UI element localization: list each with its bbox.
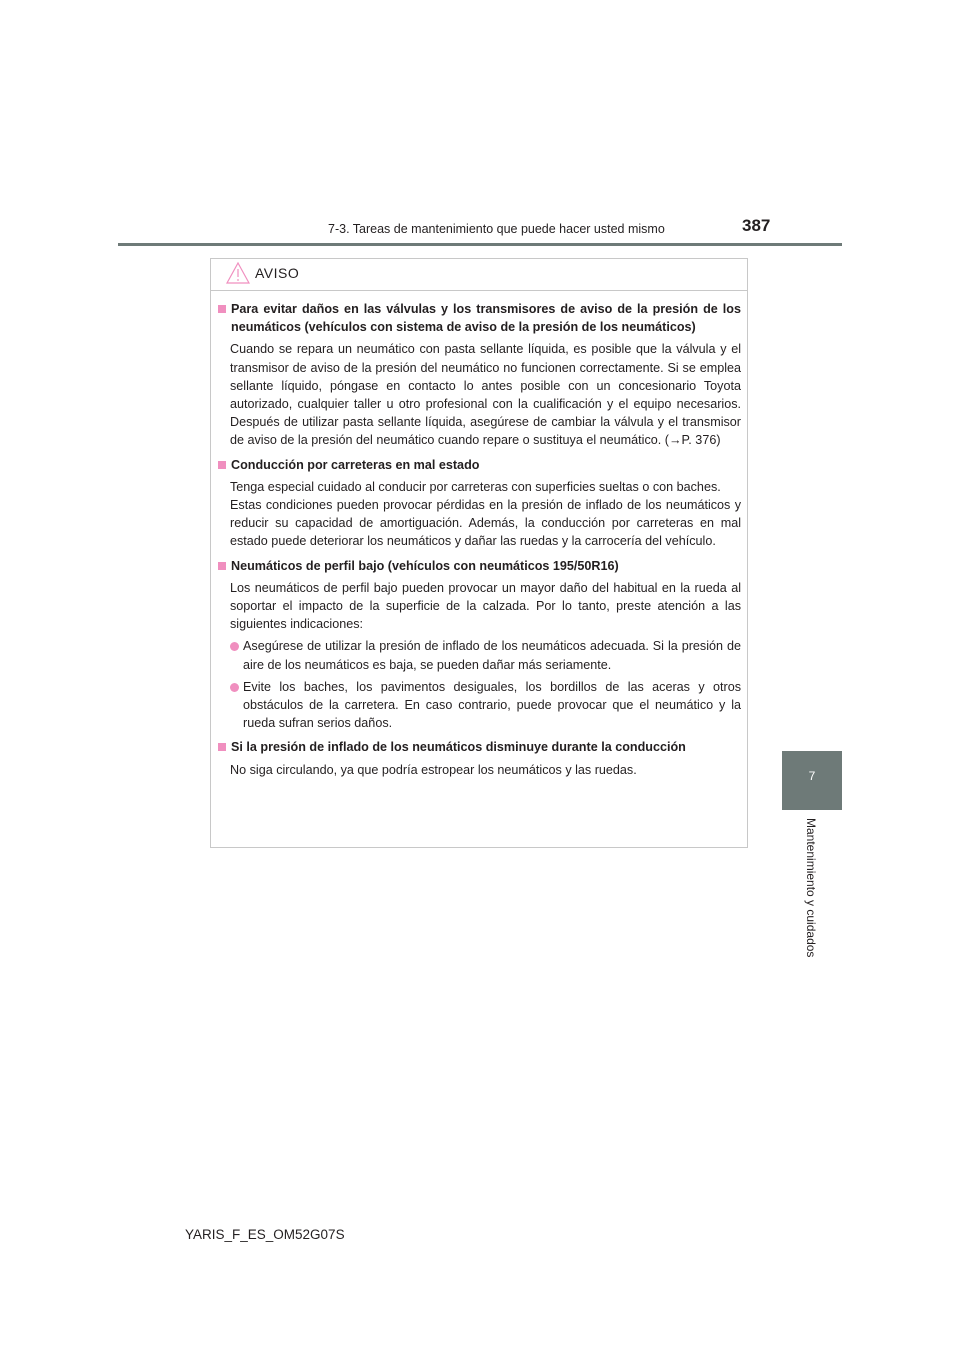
warning-content xyxy=(211,291,747,779)
list-item: Asegúrese de utilizar la presión de inflado de los neumáticos adecuada. Si la presión de aire de los neumáticos es baja, se pueden dañar más seriamente. xyxy=(218,637,741,673)
list-item: Evite los baches, los pavimentos desiguales, los bordillos de las aceras y otros obstáculos de la carretera. En caso contrario, puede provocar que el neumático y la rueda sufran serios daños. xyxy=(218,678,741,733)
warning-header xyxy=(211,259,747,291)
section-body: Los neumáticos de perfil bajo pueden provocar un mayor daño del habitual en la rueda al soportar el impacto de la superficie de la calzada. Por lo tanto, preste atención a las siguientes indicaciones: xyxy=(230,580,741,632)
section-body: Estas condiciones pueden provocar pérdidas en la presión de inflado de los neumáticos y reducir su capacidad de amortiguación. Además, la conducción por carreteras en mal estado puede deteriorar los neumáticos y dañar las ruedas y la carrocería del vehículo. xyxy=(230,498,741,549)
chapter-label: Mantenimiento y cuidados xyxy=(804,818,818,958)
warning-triangle-icon xyxy=(226,262,250,284)
section-title: Para evitar daños en las válvulas y los transmisores de aviso de la presión de los neumáticos (vehículos con sistema de aviso de la presión de los neumáticos) xyxy=(231,302,741,335)
header-divider xyxy=(118,243,842,246)
section-body: No siga circulando, ya que podría estropear los neumáticos y las ruedas. xyxy=(230,762,637,777)
warning-section xyxy=(218,738,741,778)
warning-section xyxy=(218,300,741,450)
section-title: Si la presión de inflado de los neumáticos disminuye durante la conducción xyxy=(231,740,686,755)
warning-section xyxy=(218,456,741,551)
circle-bullet-icon xyxy=(230,642,239,651)
square-bullet-icon xyxy=(218,743,226,751)
square-bullet-icon xyxy=(218,461,226,469)
warning-box xyxy=(210,258,748,848)
section-title: Conducción por carreteras en mal estado xyxy=(231,457,480,472)
circle-bullet-icon xyxy=(230,683,239,692)
section-body: Tenga especial cuidado al conducir por carreteras con superficies sueltas o con baches. xyxy=(230,479,721,494)
document-code: YARIS_F_ES_OM52G07S xyxy=(185,1227,345,1242)
chapter-number: 7 xyxy=(808,769,816,783)
section-body: Cuando se repara un neumático con pasta sellante líquida, es posible que la válvula y el transmisor de aviso de la presión del neumático no funcionen correctamente. Si se emplea sellante líquido, póngase en contacto lo antes posible con un concesionario Toyota autorizado, cualquier taller u otro profesional con la cualificación y el equipo necesarios. Después de utilizar pasta sellante líquida, asegúrese de cambiar la válvula y el transmisor de aviso de la presión del neumático cuando repare o sustituya el neumático. (→P. 376) xyxy=(230,342,741,448)
warning-section xyxy=(218,557,741,733)
square-bullet-icon xyxy=(218,562,226,570)
section-header: 7-3. Tareas de mantenimiento que puede hacer usted mismo xyxy=(328,222,665,236)
warning-title: AVISO xyxy=(255,265,300,281)
square-bullet-icon xyxy=(218,305,226,313)
page-number: 387 xyxy=(742,216,771,235)
section-title: Neumáticos de perfil bajo (vehículos con neumáticos 195/50R16) xyxy=(231,558,619,573)
